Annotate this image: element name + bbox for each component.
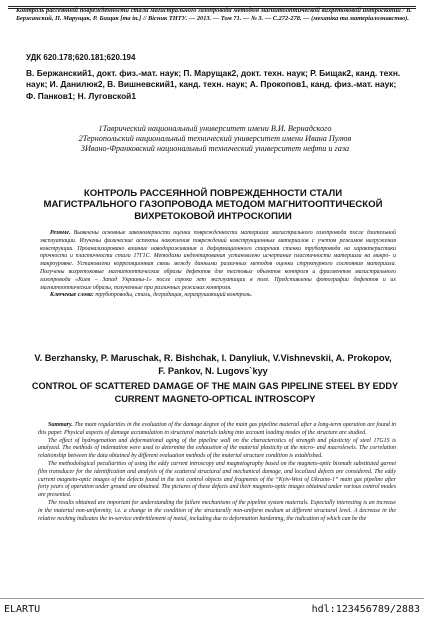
footer-rule (0, 598, 424, 599)
authors-ru: В. Бержанский1, докт. физ.-мат. наук; П. Марущак2, докт. техн. наук; Р. Бищак2, канд. техн. наук; И. Данилюк2, В. Вишневский1, канд. техн. наук; А. Прокопов1, канд. физ.-мат. наук; Ф. Панков1; Н. Луговской1 (26, 68, 401, 101)
title-en: CONTROL OF SCATTERED DAMAGE OF THE MAIN GAS PIPELINE STEEL BY EDDY CURRENT MAGNETO-OPTICAL INTROSCOPY (31, 381, 399, 404)
summary-paragraph-2: The effect of hydrogenation and deformational aging of the pipeline wall on the characteristics of strength and plasticity of steel 17G1S is analyzed. The methods of indentation were used to determine the exhaustion of the material plasticity at the micro- and macrolevels. The correlation relationship between the data obtained by different evaluation methods of the material structure condition is established. (38, 437, 396, 460)
footer-repository: ELARTU (4, 604, 41, 615)
authors-en: V. Berzhansky, P. Maruschak, R. Bishchak, I. Danyliuk, V.Vishnevskii, A. Prokopov, F. Pankov, N. Lugovs`kyy (34, 353, 392, 376)
abstract-ru (40, 230, 396, 300)
affiliation-1: 1Таврический национальный университет имени В.И. Вернадского (98, 124, 332, 133)
abstract-label: Резюме. (50, 230, 71, 236)
keywords-text: трубопроводы, сталь, деградация, неразрушающий контроль. (95, 292, 253, 299)
summary-paragraph-4: The results obtained are important for understanding the failure mechanisms of the pipeline system materials. Especially interesting is an increase in the material non-uniformity, i.e. a change in the condition of the structurally non-uniform medium at different structural level. A decrease in the relative necking indicates the in-service embrittlement of metal, including due to deformation hardening, the indication of which can be the (38, 499, 396, 522)
affiliation-3: 3Ивано-Франковский национальный технический университет нефти и газа (80, 144, 350, 154)
affiliations (40, 124, 390, 155)
affiliation-2: 2Тернопольский национальный технический университет имени Ивана Пулюя (78, 134, 352, 144)
udk-code: УДК 620.178;620.181;620.194 (26, 53, 136, 62)
summary-label: Summary. (48, 422, 73, 428)
footer-bar (0, 600, 424, 620)
footer-handle: hdl:123456789/2883 (311, 604, 420, 615)
title-ru: КОНТРОЛЬ РАССЕЯННОЙ ПОВРЕЖДЕННОСТИ СТАЛИ МАГИСТРАЛЬНОГО ГАЗОПРОВОДА МЕТОДОМ МАГНИТООПТИЧЕСКОЙ ВИХРЕТОКОВОЙ ИНТРОСКОПИИ (43, 188, 383, 222)
citation-header: Контроль рассеянной поврежденности стали магистрального газопровода методом магнитооптической вихретоковой интроскопии / В. Бержанский, П. Марущак, Р. Бищак [та ін.] // Вісник ТНТУ. — 2013. — Том 71. — № 3. — С.272-278. — (механіка та матеріалознавство). (16, 7, 412, 23)
summary-paragraph-3: The methodological peculiarities of using the eddy current introscopy and magnetography based on the magneto-optic bismuth substituted garnet film transducer for the identification and analysis of the scattered structural and mechanical damage, and localized defects are considered. The eddy current magneto-optic images of the defects found in the test control objects and fragments of the “Kyiv-West of Ukraine-1” main gas pipeline after forty years of operation under ground are obtained. The pictures of these defects and their magneto-optic images obtained under various control modes are presented. (38, 460, 396, 499)
summary-en (38, 422, 396, 523)
abstract-text: Выявлены основные закономерности оценки поврежденности материала магистрального газопровода после длительной эксплуатации. Изучены физические аспекты накопления повреждений конструкционных материалов с учетом режимов нагружения конструкции. Проанализировано влияние наводораживания и деформационного старения стенки трубопровода на характеристики прочности и пластичности стали 17Г1С. Методами индентирования установлено исчерпание пластичности материала на микро- и макроуровне. Установлена корреляционная связь между данными различных методов оценки структурного состояния материала. Получены вихретоковые магнитооптические образы дефектов для тестовых объектов контроля и фрагментов магистрального газопровода «Киев – Запад Украины-1» после сорока лет эксплуатации в поле. Представлены фотографии дефектов и их магнитооптические образы, полученные при различных режимах контроля. (40, 230, 396, 291)
summary-paragraph-1: The main regularities in the evaluation of the damage degree of the main gas pipeline material after a long-term operation are found in this paper. Physical aspects of damage accumulation in structural materials taking into account loading modes of the structure are studied. (38, 422, 396, 436)
keywords-label: Ключевые слова: (50, 292, 94, 299)
